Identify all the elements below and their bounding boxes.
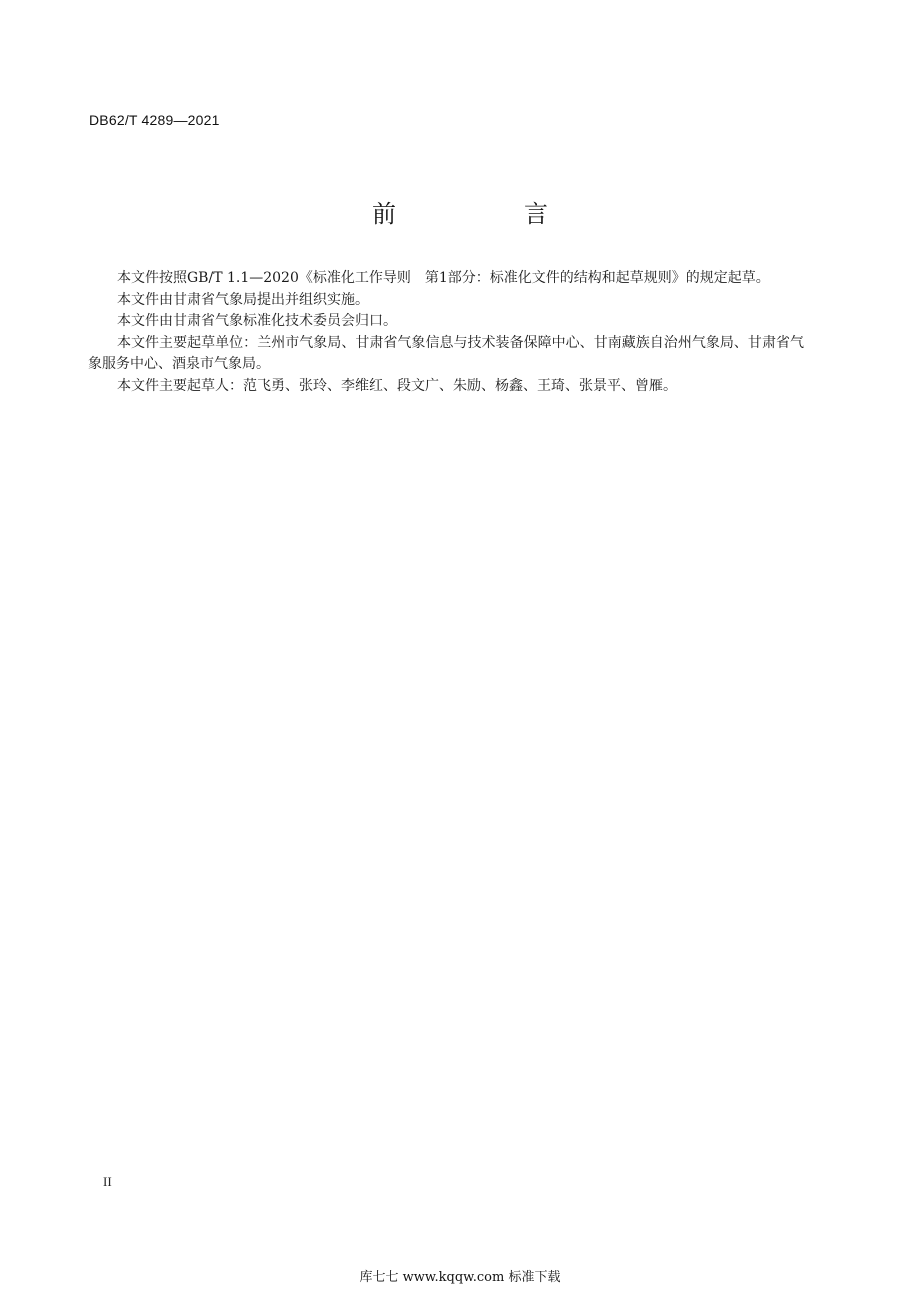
- paragraph-proposer: 本文件由甘肃省气象局提出并组织实施。: [117, 291, 369, 308]
- paragraph-drafting-rules: 本文件按照GB/T 1.1—2020《标准化工作导则 第1部分：标准化文件的结构和起草规则》的规定起草。: [117, 270, 770, 286]
- page-number: II: [103, 1174, 112, 1189]
- foreword-title: 前 言: [372, 200, 600, 228]
- footer-watermark: 库七七 www.kqqw.com 标准下载: [359, 1270, 561, 1285]
- foreword-body: [88, 268, 804, 398]
- document-code: DB62/T 4289—2021: [89, 112, 220, 128]
- paragraph-drafting-units: 本文件主要起草单位：兰州市气象局、甘肃省气象信息与技术装备保障中心、甘南藏族自治州气象局、甘肃省气象服务中心、酒泉市气象局。: [88, 334, 804, 373]
- paragraph-centralized-unit: 本文件由甘肃省气象标准化技术委员会归口。: [117, 313, 397, 330]
- paragraph-drafters: 本文件主要起草人：范飞勇、张玲、李维红、段文广、朱励、杨鑫、王琦、张景平、曾雁。: [117, 377, 677, 394]
